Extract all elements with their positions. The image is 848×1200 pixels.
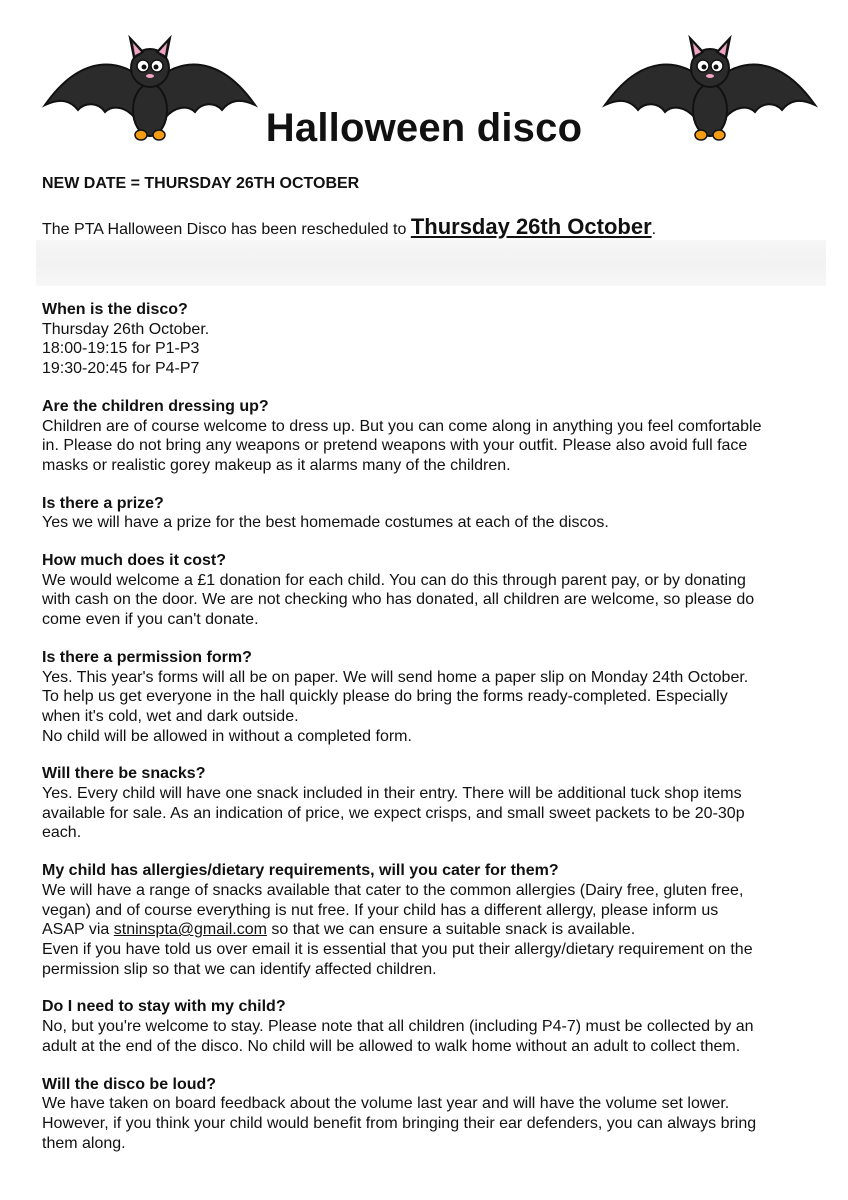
faq-permission-form xyxy=(42,648,832,747)
intro-prefix: The PTA Halloween Disco has been rescheduled to xyxy=(42,221,411,238)
faq-question: Do I need to stay with my child? xyxy=(42,998,286,1016)
faq-line: Thursday 26th October. xyxy=(42,320,210,338)
faq-list xyxy=(42,300,832,1171)
faq-line: available for sale. As an indication of price, we expect crisps, and small sweet packets to be 20-30p xyxy=(42,804,745,822)
redacted-area xyxy=(36,240,826,286)
faq-allergies xyxy=(42,861,832,979)
faq-question: Is there a prize? xyxy=(42,494,164,512)
faq-line: Yes we will have a prize for the best homemade costumes at each of the discos. xyxy=(42,514,609,532)
faq-line: each. xyxy=(42,824,82,842)
faq-line: 18:00-19:15 for P1-P3 xyxy=(42,340,200,358)
faq-line: Yes. Every child will have one snack included in their entry. There will be additional tuck shop items xyxy=(42,785,742,803)
faq-line: masks or realistic gorey makeup as it alarms many of the children. xyxy=(42,456,511,474)
intro-suffix: . xyxy=(651,221,657,238)
email-suffix: so that we can ensure a suitable snack is available. xyxy=(266,921,636,939)
faq-line: We have taken on board feedback about the volume last year and will have the volume set lower. xyxy=(42,1095,730,1113)
faq-line: We will have a range of snacks available that cater to the common allergies (Dairy free, gluten free, xyxy=(42,881,744,899)
new-date-heading: NEW DATE = THURSDAY 26TH OCTOBER xyxy=(42,175,360,192)
faq-line: Yes. This year's forms will all be on paper. We will send home a paper slip on Monday 24th October. xyxy=(42,668,749,686)
faq-line: No, but you're welcome to stay. Please note that all children (including P4-7) must be collected by an xyxy=(42,1018,754,1036)
faq-question: How much does it cost? xyxy=(42,552,227,570)
faq-when xyxy=(42,300,832,379)
faq-loud xyxy=(42,1075,832,1154)
faq-line: in. Please do not bring any weapons or pretend weapons with your outfit. Please also avoid full face xyxy=(42,437,748,455)
faq-line: 19:30-20:45 for P4-P7 xyxy=(42,360,200,378)
email-prefix: ASAP via xyxy=(42,921,114,939)
faq-question: My child has allergies/dietary requirements, will you cater for them? xyxy=(42,862,559,880)
faq-cost xyxy=(42,551,832,630)
faq-line: No child will be allowed in without a completed form. xyxy=(42,727,412,745)
faq-line: We would welcome a £1 donation for each child. You can do this through parent pay, or by donating xyxy=(42,571,746,589)
faq-question: When is the disco? xyxy=(42,301,188,318)
email-link[interactable]: stninspta@gmail.com xyxy=(113,921,267,939)
faq-line: when it's cold, wet and dark outside. xyxy=(42,707,299,725)
faq-prize xyxy=(42,494,832,533)
faq-email-line xyxy=(42,920,832,940)
faq-question: Is there a permission form? xyxy=(42,648,252,666)
faq-line: However, if you think your child would benefit from bringing their ear defenders, you can always bring xyxy=(42,1114,757,1132)
faq-stay xyxy=(42,997,832,1056)
intro-date: Thursday 26th October xyxy=(410,214,652,239)
faq-line: permission slip so that we can identify affected children. xyxy=(42,960,437,978)
faq-question: Are the children dressing up? xyxy=(42,397,269,415)
faq-line: Even if you have told us over email it is essential that you put their allergy/dietary requirement on the xyxy=(42,940,753,958)
faq-question: Will there be snacks? xyxy=(42,765,206,783)
faq-line: Children are of course welcome to dress up. But you can come along in anything you feel comfortable xyxy=(42,417,762,435)
faq-line: To help us get everyone in the hall quickly please do bring the forms ready-completed. Especially xyxy=(42,688,728,706)
faq-dressing-up xyxy=(42,397,832,476)
faq-line: come even if you can't donate. xyxy=(42,611,259,629)
faq-line: them along. xyxy=(42,1134,126,1152)
intro-line xyxy=(42,214,656,240)
faq-snacks xyxy=(42,764,832,843)
faq-line: vegan) and of course everything is nut free. If your child has a different allergy, please inform us xyxy=(42,901,719,919)
faq-question: Will the disco be loud? xyxy=(42,1075,217,1093)
faq-line: with cash on the door. We are not checking who has donated, all children are welcome, so please do xyxy=(42,591,755,609)
faq-line: adult at the end of the disco. No child will be allowed to walk home without an adult to collect them. xyxy=(42,1037,741,1055)
page-title: Halloween disco xyxy=(265,106,583,150)
